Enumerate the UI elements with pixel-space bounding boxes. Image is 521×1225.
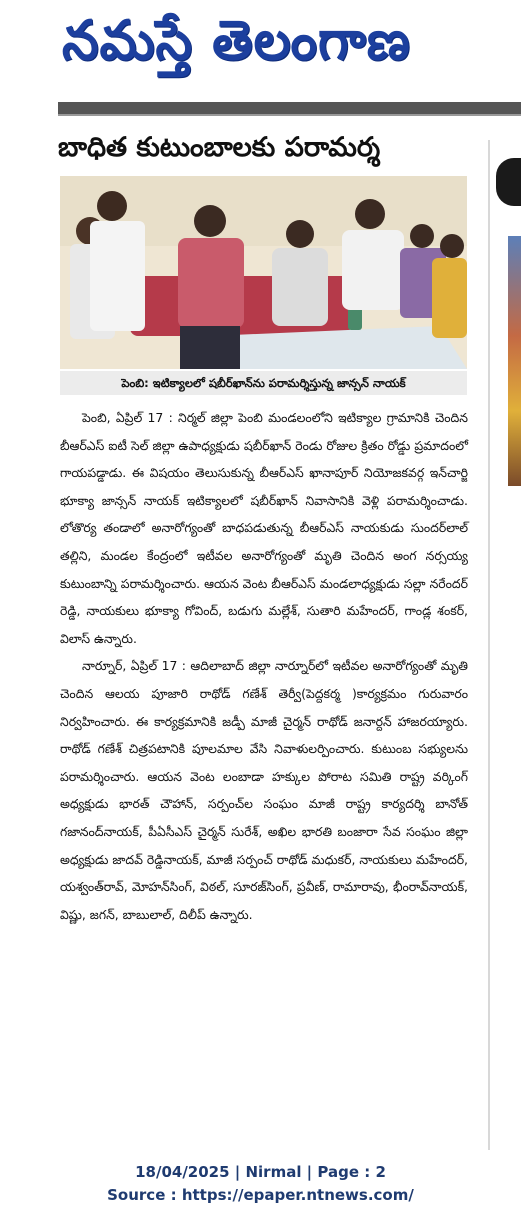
photo-caption: పెంబి: ఇటిక్యాలలో షబీర్‌ఖాన్‌ను పరామర్శిస్తున్న జాన్సన్ నాయక్ bbox=[60, 371, 467, 395]
edition-meta: 18/04/2025 | Nirmal | Page : 2 bbox=[135, 1163, 386, 1181]
article-paragraph: పెంబి, ఏప్రిల్ 17 : నిర్మల్ జిల్లా పెంబి మండలంలోని ఇటిక్యాల గ్రామానికి చెందిన బీఆర్ఎస్ ఐటీ సెల్ జిల్లా ఉపాధ్యక్షుడు షబీర్‌ఖాన్ రెండు రోజుల క్రితం రోడ్డు ప్రమాదంలో గాయపడ్డాడు. ఈ విషయం తెలుసుకున్న బీఆర్ఎస్ ఖానాపూర్ నియోజకవర్గ ఇన్‌చార్జి భూక్యా జాన్సన్ నాయక్ ఇటిక్యాలలో షబీర్‌ఖాన్ నివాసానికి వెళ్లి పరామర్శించాడు. లోతొర్య తండాలో అనారోగ్యంతో బాధపడుతున్న బీఆర్ఎస్ నాయకుడు సుందర్‌లాల్ తల్లిని, మండల కేంద్రంలో ఇటీవల అనారోగ్యంతో మృతి చెందిన అంగ నర్సయ్య కుటుంబాన్ని పరామర్శించారు. ఆయన వెంట బీఆర్ఎస్ మండలాధ్యక్షుడు సల్లా నరేందర్ రెడ్డి, నాయకులు భూక్యా గోవింద్, బడుగు మల్లేశ్, సుతారి మహేందర్, గాండ్ల శంకర్, విలాస్ ఉన్నారు. bbox=[60, 410, 468, 646]
masthead-rule bbox=[58, 102, 521, 114]
masthead-title: నమస్తే తెలంగాణ bbox=[62, 9, 411, 73]
masthead-rule-thin bbox=[58, 114, 521, 116]
article-headline: బాధిత కుటుంబాలకు పరామర్శ bbox=[58, 132, 381, 163]
article-photo bbox=[60, 176, 467, 369]
source-link[interactable]: Source : https://epaper.ntnews.com/ bbox=[107, 1186, 414, 1204]
adjacent-headline-fragment bbox=[496, 158, 521, 206]
adjacent-photo-fragment bbox=[508, 236, 521, 486]
column-divider bbox=[488, 140, 490, 1150]
article-paragraph: నార్నూర్, ఏప్రిల్ 17 : ఆదిలాబాద్ జిల్లా నార్నూర్‌లో ఇటీవల అనారోగ్యంతో మృతి చెందిన ఆలయ పూజారి రాథోడ్ గణేశ్ తెర్వీ(పెద్దకర్మ )కార్యక్రమం గురువారం నిర్వహించారు. ఈ కార్యక్రమానికి జడ్పీ మాజీ చైర్మన్ రాథోడ్ జనార్దన్ హాజరయ్యారు. రాథోడ్ గణేశ్ చిత్రపటానికి పూలమాల వేసి నివాళులర్పించారు. కుటుంబ సభ్యులను పరామర్శించారు. ఆయన వెంట లంబాడా హక్కుల పోరాట సమితి రాష్ట్ర వర్కింగ్ అధ్యక్షుడు భారత్ చౌహాన్, సర్పంచ్‌ల సంఘం మాజీ రాష్ట్ర కార్యదర్శి బానోత్ గజానంద్‌నాయక్, పీఏసీఎస్ చైర్మన్ సురేశ్, అఖిల భారతి బంజారా సేవ సంఘం జిల్లా అధ్యక్షుడు జాదవ్ రెడ్డినాయక్, మాజీ సర్పంచ్ రాథోడ్ మధుకర్, నాయకులు మహేందర్, యశ్వంత్‌రావ్, మోహన్‌సింగ్, విఠల్, సూరజ్‌సింగ్, ప్రవీణ్, రామారావు, భీంరావ్‌నాయక్, విష్ణు, జగన్, బాబులాల్, దిలీప్ ఉన్నారు. bbox=[60, 658, 468, 922]
article-body bbox=[60, 404, 468, 928]
